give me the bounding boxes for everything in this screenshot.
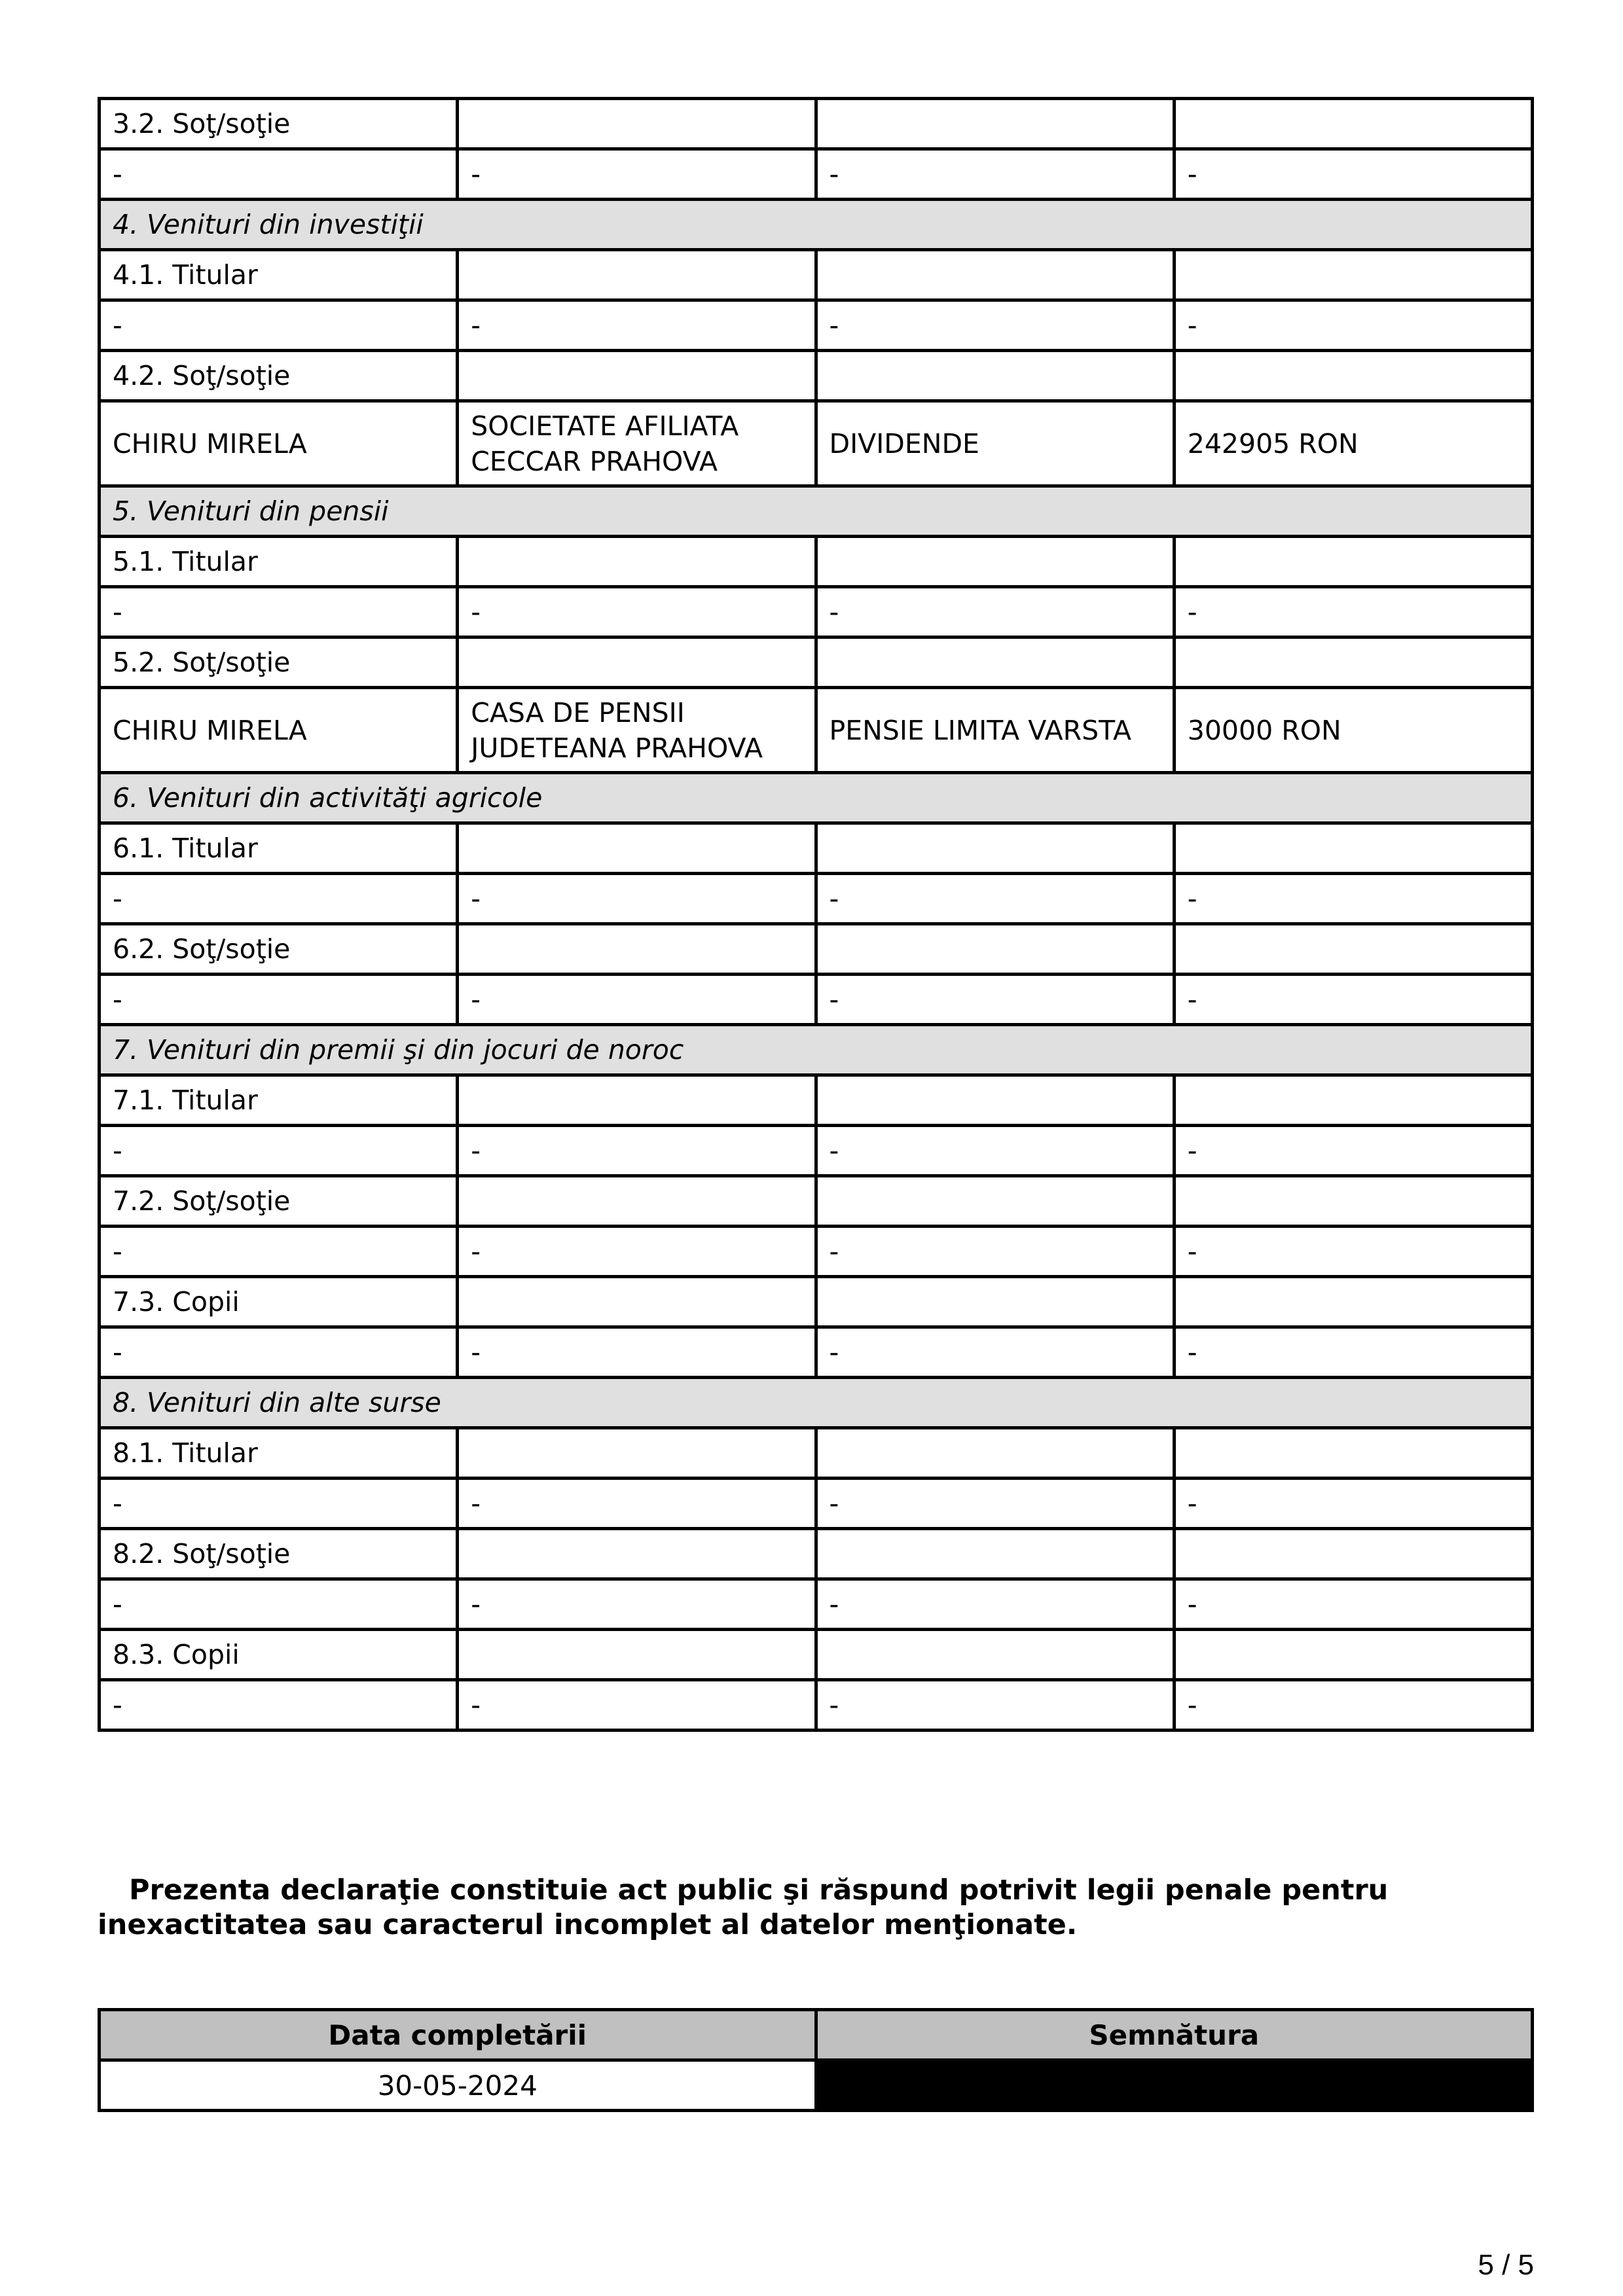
table-cell xyxy=(1174,823,1532,874)
table-cell xyxy=(816,351,1174,401)
table-cell: - xyxy=(1174,975,1532,1025)
subsection-label-row xyxy=(100,1630,1533,1680)
table-row xyxy=(100,1327,1533,1378)
table-cell xyxy=(1174,1176,1532,1227)
section-header-row xyxy=(100,1378,1533,1428)
date-signature-value-row xyxy=(100,2060,1533,2111)
table-cell: - xyxy=(458,1227,816,1277)
table-cell: - xyxy=(816,300,1174,351)
table-cell xyxy=(1174,924,1532,975)
table-cell: - xyxy=(458,1126,816,1176)
table-cell: - xyxy=(1174,149,1532,200)
page-number: 5 / 5 xyxy=(1478,2249,1534,2281)
table-cell: - xyxy=(816,587,1174,637)
declaration-statement: Prezenta declaraţie constituie act public şi răspund potrivit legii penale pentru inexactitatea sau caracterul incomplet al datelor menţionate. xyxy=(98,1874,1389,1941)
subsection-label: 8.3. Copii xyxy=(100,1630,458,1680)
table-cell xyxy=(1174,537,1532,587)
subsection-label-row xyxy=(100,537,1533,587)
table-cell: - xyxy=(100,1126,458,1176)
table-cell: - xyxy=(1174,1479,1532,1529)
table-cell xyxy=(1174,1277,1532,1327)
section-title: 8. Venituri din alte surse xyxy=(100,1378,1533,1428)
section-header-row xyxy=(100,486,1533,537)
table-cell xyxy=(458,537,816,587)
table-cell xyxy=(1174,250,1532,300)
table-cell: - xyxy=(100,587,458,637)
table-cell: - xyxy=(100,1327,458,1378)
subsection-label-row xyxy=(100,250,1533,300)
table-cell xyxy=(458,924,816,975)
table-cell xyxy=(816,1428,1174,1479)
subsection-label: 8.2. Soţ/soţie xyxy=(100,1529,458,1579)
subsection-label-row xyxy=(100,924,1533,975)
table-cell: CHIRU MIRELA xyxy=(100,688,458,773)
table-cell: - xyxy=(1174,1227,1532,1277)
table-cell: - xyxy=(458,300,816,351)
table-cell xyxy=(458,1630,816,1680)
table-cell: - xyxy=(1174,874,1532,924)
table-cell xyxy=(816,1630,1174,1680)
subsection-label: 5.1. Titular xyxy=(100,537,458,587)
table-cell xyxy=(816,1529,1174,1579)
table-row xyxy=(100,1579,1533,1630)
table-cell: - xyxy=(816,975,1174,1025)
table-cell xyxy=(458,1529,816,1579)
table-cell: - xyxy=(816,1327,1174,1378)
table-row xyxy=(100,1126,1533,1176)
table-cell xyxy=(816,1075,1174,1126)
table-cell: 242905 RON xyxy=(1174,401,1532,486)
table-cell xyxy=(816,1277,1174,1327)
subsection-label: 6.2. Soţ/soţie xyxy=(100,924,458,975)
section-title: 7. Venituri din premii şi din jocuri de noroc xyxy=(100,1025,1533,1075)
table-cell: - xyxy=(100,1579,458,1630)
date-signature-table xyxy=(98,2008,1534,2112)
subsection-label-row xyxy=(100,99,1533,149)
table-cell: - xyxy=(1174,300,1532,351)
table-cell xyxy=(1174,99,1532,149)
section-header-row xyxy=(100,200,1533,250)
table-cell xyxy=(458,1277,816,1327)
table-cell: - xyxy=(458,975,816,1025)
table-row xyxy=(100,300,1533,351)
subsection-label: 7.3. Copii xyxy=(100,1277,458,1327)
subsection-label: 7.1. Titular xyxy=(100,1075,458,1126)
table-cell: CASA DE PENSII JUDETEANA PRAHOVA xyxy=(458,688,816,773)
table-cell: - xyxy=(816,1579,1174,1630)
table-cell: - xyxy=(100,149,458,200)
table-cell: - xyxy=(100,1680,458,1731)
table-cell: - xyxy=(816,1227,1174,1277)
table-cell: - xyxy=(100,1479,458,1529)
table-cell xyxy=(458,637,816,688)
signature-redacted xyxy=(816,2060,1533,2111)
subsection-label-row xyxy=(100,1176,1533,1227)
table-cell xyxy=(1174,1529,1532,1579)
table-cell: - xyxy=(458,874,816,924)
table-row xyxy=(100,587,1533,637)
subsection-label-row xyxy=(100,823,1533,874)
table-row xyxy=(100,1479,1533,1529)
table-cell: CHIRU MIRELA xyxy=(100,401,458,486)
subsection-label-row xyxy=(100,637,1533,688)
date-header: Data completării xyxy=(100,2010,816,2060)
table-cell: - xyxy=(100,874,458,924)
table-cell: - xyxy=(816,874,1174,924)
signature-header: Semnătura xyxy=(816,2010,1533,2060)
table-cell: - xyxy=(100,300,458,351)
table-cell xyxy=(458,250,816,300)
table-cell xyxy=(1174,351,1532,401)
subsection-label: 3.2. Soţ/soţie xyxy=(100,99,458,149)
subsection-label-row xyxy=(100,1075,1533,1126)
subsection-label: 4.2. Soţ/soţie xyxy=(100,351,458,401)
table-cell xyxy=(816,537,1174,587)
table-cell xyxy=(458,99,816,149)
table-cell: - xyxy=(458,1327,816,1378)
subsection-label: 6.1. Titular xyxy=(100,823,458,874)
table-row xyxy=(100,1680,1533,1731)
table-cell: - xyxy=(1174,1680,1532,1731)
table-row xyxy=(100,1227,1533,1277)
table-cell xyxy=(458,351,816,401)
table-cell: DIVIDENDE xyxy=(816,401,1174,486)
table-cell: - xyxy=(458,1479,816,1529)
table-cell xyxy=(458,823,816,874)
table-row xyxy=(100,975,1533,1025)
section-header-row xyxy=(100,1025,1533,1075)
table-cell: - xyxy=(1174,1126,1532,1176)
table-cell xyxy=(816,637,1174,688)
section-title: 4. Venituri din investiţii xyxy=(100,200,1533,250)
section-title: 5. Venituri din pensii xyxy=(100,486,1533,537)
subsection-label-row xyxy=(100,1529,1533,1579)
subsection-label: 8.1. Titular xyxy=(100,1428,458,1479)
table-cell xyxy=(1174,1428,1532,1479)
table-cell: PENSIE LIMITA VARSTA xyxy=(816,688,1174,773)
table-cell xyxy=(816,250,1174,300)
table-cell: 30000 RON xyxy=(1174,688,1532,773)
table-cell xyxy=(458,1428,816,1479)
subsection-label-row xyxy=(100,351,1533,401)
table-row xyxy=(100,874,1533,924)
table-cell xyxy=(458,1176,816,1227)
subsection-label: 7.2. Soţ/soţie xyxy=(100,1176,458,1227)
table-row xyxy=(100,688,1533,773)
table-cell: - xyxy=(816,1126,1174,1176)
table-cell xyxy=(816,924,1174,975)
subsection-label: 4.1. Titular xyxy=(100,250,458,300)
subsection-label-row xyxy=(100,1277,1533,1327)
income-table xyxy=(98,97,1534,1732)
table-cell: SOCIETATE AFILIATA CECCAR PRAHOVA xyxy=(458,401,816,486)
table-cell: - xyxy=(1174,1579,1532,1630)
table-cell: - xyxy=(816,1479,1174,1529)
table-cell: - xyxy=(100,975,458,1025)
table-cell: - xyxy=(458,587,816,637)
table-cell: - xyxy=(100,1227,458,1277)
table-cell xyxy=(1174,637,1532,688)
table-cell xyxy=(816,1176,1174,1227)
completion-date: 30-05-2024 xyxy=(100,2060,816,2111)
table-cell xyxy=(816,99,1174,149)
table-cell: - xyxy=(458,1680,816,1731)
table-cell: - xyxy=(458,149,816,200)
table-cell: - xyxy=(1174,1327,1532,1378)
table-cell xyxy=(816,823,1174,874)
table-cell: - xyxy=(816,149,1174,200)
table-row xyxy=(100,149,1533,200)
date-signature-header-row xyxy=(100,2010,1533,2060)
subsection-label: 5.2. Soţ/soţie xyxy=(100,637,458,688)
table-cell xyxy=(458,1075,816,1126)
table-cell xyxy=(1174,1075,1532,1126)
table-cell: - xyxy=(458,1579,816,1630)
table-cell: - xyxy=(816,1680,1174,1731)
table-row xyxy=(100,401,1533,486)
table-cell: - xyxy=(1174,587,1532,637)
table-cell xyxy=(1174,1630,1532,1680)
income-table-body xyxy=(100,99,1533,1731)
subsection-label-row xyxy=(100,1428,1533,1479)
section-title: 6. Venituri din activităţi agricole xyxy=(100,773,1533,823)
section-header-row xyxy=(100,773,1533,823)
